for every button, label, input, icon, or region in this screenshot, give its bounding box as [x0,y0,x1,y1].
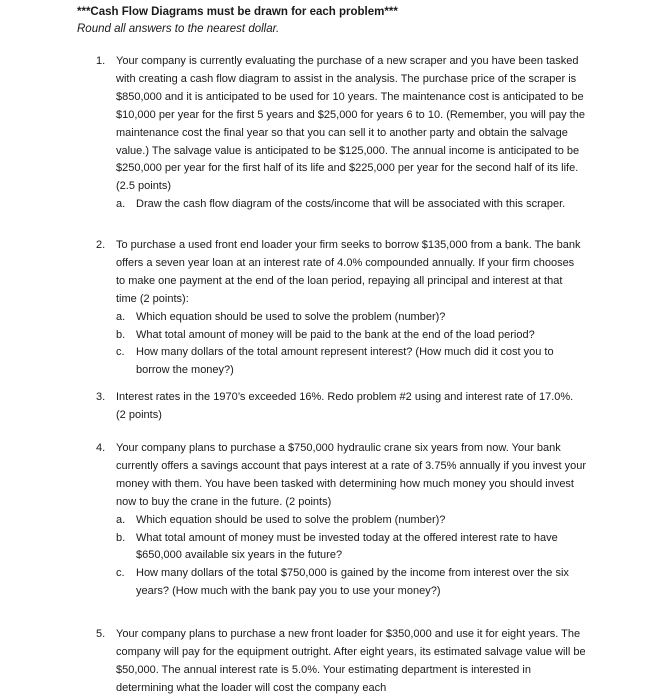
problem-number: 5. [96,628,106,640]
subquestion-list [116,309,586,381]
subquestion-letter: a. [116,310,126,323]
subquestion-text: Draw the cash flow diagram of the costs/income that will be associated with this scraper. [136,198,566,211]
subquestion-letter: b. [116,328,126,341]
subquestion [116,196,586,214]
problem-2 [96,237,586,380]
problem-text: Interest rates in the 1970’s exceeded 16%. Redo problem #2 using and interest rate of 17.0%. (2 points) [116,391,574,421]
subquestion-text: How many dollars of the total amount represent interest? (How much did it cost you to borrow the money?) [136,346,554,377]
subquestion-list [116,196,586,214]
problem-number: 1. [96,55,106,67]
problem-3 [96,389,586,425]
instructions-subtitle: Round all answers to the nearest dollar. [77,23,280,35]
subquestion-letter: b. [116,531,126,544]
subquestion [116,530,586,566]
instructions-title: ***Cash Flow Diagrams must be drawn for each problem*** [77,6,398,18]
problem-4 [96,440,586,601]
problem-number: 4. [96,442,106,454]
subquestion-list [116,512,586,602]
subquestion-letter: a. [116,513,126,526]
problem-number: 3. [96,391,106,403]
subquestion-letter: c. [116,567,125,580]
subquestion [116,512,586,530]
subquestion-letter: c. [116,346,125,359]
subquestion-text: What total amount of money must be invested today at the offered interest rate to have $650,000 available six years in the future? [136,531,558,562]
problem-text: To purchase a used front end loader your firm seeks to borrow $135,000 from a bank. The bank offers a seven year loan at an interest rate of 4.0% compounded annually. If your firm chooses to make one payment at the end of the loan period, repaying all principal and interest at that time (2 points): [116,239,581,305]
problem-5 [96,626,586,698]
subquestion-text: Which equation should be used to solve the problem (number)? [136,310,446,323]
subquestion-text: What total amount of money will be paid to the bank at the end of the load period? [136,328,535,341]
subquestion [116,327,586,345]
subquestion-text: Which equation should be used to solve the problem (number)? [136,513,446,526]
problem-text: Your company plans to purchase a new front loader for $350,000 and use it for eight years. The company will pay for the equipment outright. After eight years, its estimated salvage value will be $50,000. The annual interest rate is 5.0%. Your estimating department is interested in determining what the loader will cost the company each [116,628,586,694]
subquestion-letter: a. [116,198,126,211]
problem-number: 2. [96,239,106,251]
subquestion [116,344,586,380]
subquestion-text: How many dollars of the total $750,000 is gained by the income from interest over the six years? (How much with the bank pay you to use your money?) [136,567,569,598]
problem-1 [96,53,586,214]
problem-text: Your company plans to purchase a $750,000 hydraulic crane six years from now. Your bank currently offers a savings account that pays interest at a rate of 3.75% annually if you invest your money with them. You have been tasked with determining how much money you should invest now to buy the crane in the future. (2 points) [116,442,586,508]
subquestion [116,309,586,327]
subquestion [116,565,586,601]
problem-text: Your company is currently evaluating the purchase of a new scraper and you have been tasked with creating a cash flow diagram to assist in the analysis. The purchase price of the scraper is $850,000 and it is anticipated to be used for 10 years. The maintenance cost is anticipated to be $10,000 per year for the first 5 years and $25,000 for years 6 to 10. (Remember, you will pay the maintenance cost the final year so that you can sell it to another party and obtain the salvage value.) The salvage value is anticipated to be $125,000. The annual income is anticipated to be $250,000 per year for the first half of its life and $225,000 per year for the second half of its life. (2.5 points) [116,55,585,193]
